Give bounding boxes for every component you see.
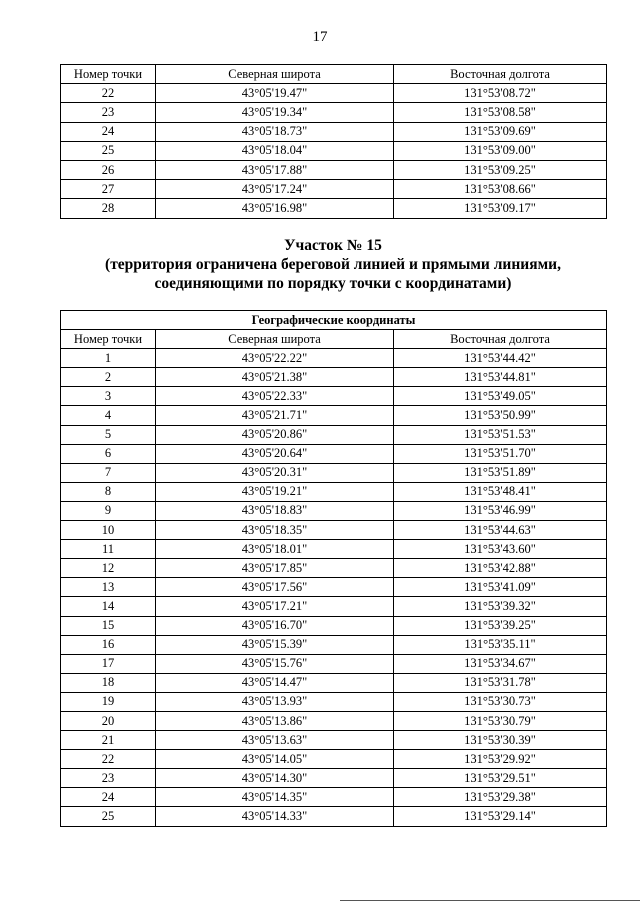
cell-point-number: 5	[61, 425, 156, 444]
cell-east-longitude: 131°53'51.53"	[394, 425, 607, 444]
header-north-latitude: Северная широта	[156, 65, 394, 84]
cell-east-longitude: 131°53'09.69"	[394, 122, 607, 141]
cell-point-number: 24	[61, 122, 156, 141]
table-row	[61, 141, 607, 160]
table-row	[61, 673, 607, 692]
table-row	[61, 368, 607, 387]
cell-north-latitude: 43°05'17.56"	[156, 578, 394, 597]
table-row	[61, 616, 607, 635]
cell-east-longitude: 131°53'39.25"	[394, 616, 607, 635]
cell-point-number: 23	[61, 769, 156, 788]
cell-north-latitude: 43°05'20.86"	[156, 425, 394, 444]
table-body	[61, 349, 607, 826]
cell-east-longitude: 131°53'41.09"	[394, 578, 607, 597]
cell-east-longitude: 131°53'49.05"	[394, 387, 607, 406]
table-header-row	[61, 330, 607, 349]
table-row	[61, 349, 607, 368]
table-header-row	[61, 65, 607, 84]
table-row	[61, 84, 607, 103]
cell-point-number: 11	[61, 540, 156, 559]
cell-east-longitude: 131°53'34.67"	[394, 654, 607, 673]
cell-north-latitude: 43°05'13.63"	[156, 731, 394, 750]
header-point-number: Номер точки	[61, 65, 156, 84]
cell-point-number: 16	[61, 635, 156, 654]
cell-east-longitude: 131°53'30.39"	[394, 731, 607, 750]
cell-point-number: 21	[61, 731, 156, 750]
cell-point-number: 22	[61, 750, 156, 769]
table-body	[61, 84, 607, 218]
table-row	[61, 387, 607, 406]
cell-north-latitude: 43°05'13.86"	[156, 711, 394, 730]
cell-point-number: 10	[61, 521, 156, 540]
cell-point-number: 25	[61, 141, 156, 160]
cell-east-longitude: 131°53'08.66"	[394, 180, 607, 199]
table-row	[61, 750, 607, 769]
cell-point-number: 12	[61, 559, 156, 578]
header-point-number: Номер точки	[61, 330, 156, 349]
cell-east-longitude: 131°53'39.32"	[394, 597, 607, 616]
table-row	[61, 406, 607, 425]
cell-east-longitude: 131°53'51.70"	[394, 444, 607, 463]
cell-east-longitude: 131°53'48.41"	[394, 482, 607, 501]
cell-point-number: 27	[61, 180, 156, 199]
cell-north-latitude: 43°05'18.83"	[156, 501, 394, 520]
cell-north-latitude: 43°05'19.34"	[156, 103, 394, 122]
cell-east-longitude: 131°53'35.11"	[394, 635, 607, 654]
cell-point-number: 9	[61, 501, 156, 520]
cell-east-longitude: 131°53'51.89"	[394, 463, 607, 482]
table-row	[61, 482, 607, 501]
cell-north-latitude: 43°05'18.01"	[156, 540, 394, 559]
group-header-geographic-coordinates: Географические координаты	[61, 311, 607, 330]
cell-north-latitude: 43°05'14.35"	[156, 788, 394, 807]
table-row	[61, 425, 607, 444]
table-row	[61, 501, 607, 520]
cell-east-longitude: 131°53'44.42"	[394, 349, 607, 368]
cell-north-latitude: 43°05'19.47"	[156, 84, 394, 103]
section-heading	[60, 236, 606, 293]
cell-north-latitude: 43°05'17.88"	[156, 160, 394, 179]
cell-north-latitude: 43°05'15.76"	[156, 654, 394, 673]
cell-north-latitude: 43°05'14.47"	[156, 673, 394, 692]
table-row	[61, 444, 607, 463]
header-east-longitude: Восточная долгота	[394, 330, 607, 349]
table-row	[61, 654, 607, 673]
cell-east-longitude: 131°53'50.99"	[394, 406, 607, 425]
cell-north-latitude: 43°05'21.71"	[156, 406, 394, 425]
cell-point-number: 1	[61, 349, 156, 368]
cell-north-latitude: 43°05'14.05"	[156, 750, 394, 769]
cell-east-longitude: 131°53'29.38"	[394, 788, 607, 807]
cell-east-longitude: 131°53'42.88"	[394, 559, 607, 578]
table-row	[61, 578, 607, 597]
cell-east-longitude: 131°53'09.25"	[394, 160, 607, 179]
cell-east-longitude: 131°53'44.63"	[394, 521, 607, 540]
cell-north-latitude: 43°05'16.70"	[156, 616, 394, 635]
cell-east-longitude: 131°53'08.58"	[394, 103, 607, 122]
page-number: 17	[312, 29, 328, 45]
cell-north-latitude: 43°05'18.35"	[156, 521, 394, 540]
table-row	[61, 635, 607, 654]
cell-east-longitude: 131°53'44.81"	[394, 368, 607, 387]
cell-point-number: 23	[61, 103, 156, 122]
coordinates-table-continued	[60, 64, 607, 219]
table-row	[61, 711, 607, 730]
cell-point-number: 19	[61, 692, 156, 711]
cell-east-longitude: 131°53'30.79"	[394, 711, 607, 730]
cell-east-longitude: 131°53'29.14"	[394, 807, 607, 826]
table-row	[61, 559, 607, 578]
cell-point-number: 8	[61, 482, 156, 501]
cell-east-longitude: 131°53'09.00"	[394, 141, 607, 160]
cell-point-number: 13	[61, 578, 156, 597]
cell-north-latitude: 43°05'14.30"	[156, 769, 394, 788]
cell-east-longitude: 131°53'43.60"	[394, 540, 607, 559]
cell-point-number: 14	[61, 597, 156, 616]
table-row	[61, 540, 607, 559]
cell-point-number: 7	[61, 463, 156, 482]
table-row	[61, 463, 607, 482]
cell-east-longitude: 131°53'30.73"	[394, 692, 607, 711]
table-group-header-row	[61, 311, 607, 330]
cell-point-number: 17	[61, 654, 156, 673]
cell-north-latitude: 43°05'20.64"	[156, 444, 394, 463]
cell-point-number: 4	[61, 406, 156, 425]
cell-north-latitude: 43°05'22.22"	[156, 349, 394, 368]
cell-north-latitude: 43°05'15.39"	[156, 635, 394, 654]
cell-north-latitude: 43°05'17.21"	[156, 597, 394, 616]
cell-east-longitude: 131°53'09.17"	[394, 199, 607, 218]
page-bottom-rule	[340, 900, 640, 901]
table-row	[61, 199, 607, 218]
cell-east-longitude: 131°53'29.92"	[394, 750, 607, 769]
cell-point-number: 22	[61, 84, 156, 103]
table-row	[61, 122, 607, 141]
cell-north-latitude: 43°05'18.04"	[156, 141, 394, 160]
cell-point-number: 28	[61, 199, 156, 218]
cell-point-number: 6	[61, 444, 156, 463]
table-row	[61, 807, 607, 826]
cell-point-number: 26	[61, 160, 156, 179]
cell-point-number: 2	[61, 368, 156, 387]
cell-north-latitude: 43°05'17.24"	[156, 180, 394, 199]
cell-point-number: 24	[61, 788, 156, 807]
table-row	[61, 692, 607, 711]
cell-north-latitude: 43°05'18.73"	[156, 122, 394, 141]
cell-north-latitude: 43°05'16.98"	[156, 199, 394, 218]
cell-north-latitude: 43°05'22.33"	[156, 387, 394, 406]
cell-east-longitude: 131°53'29.51"	[394, 769, 607, 788]
cell-point-number: 25	[61, 807, 156, 826]
table-row	[61, 788, 607, 807]
cell-north-latitude: 43°05'14.33"	[156, 807, 394, 826]
table-row	[61, 160, 607, 179]
cell-north-latitude: 43°05'20.31"	[156, 463, 394, 482]
section-subtitle-line-2: соединяющими по порядку точки с координатами)	[154, 275, 512, 292]
table-row	[61, 521, 607, 540]
cell-point-number: 15	[61, 616, 156, 635]
cell-north-latitude: 43°05'19.21"	[156, 482, 394, 501]
table-row	[61, 731, 607, 750]
cell-north-latitude: 43°05'17.85"	[156, 559, 394, 578]
table-row	[61, 769, 607, 788]
cell-point-number: 3	[61, 387, 156, 406]
table-row	[61, 103, 607, 122]
section-title: Участок № 15	[284, 237, 382, 254]
coordinates-table-plot-15	[60, 310, 607, 827]
cell-point-number: 18	[61, 673, 156, 692]
cell-north-latitude: 43°05'13.93"	[156, 692, 394, 711]
cell-east-longitude: 131°53'46.99"	[394, 501, 607, 520]
cell-north-latitude: 43°05'21.38"	[156, 368, 394, 387]
header-east-longitude: Восточная долгота	[394, 65, 607, 84]
cell-point-number: 20	[61, 711, 156, 730]
table-row	[61, 597, 607, 616]
header-north-latitude: Северная широта	[156, 330, 394, 349]
section-subtitle-line-1: (территория ограничена береговой линией и прямыми линиями,	[105, 256, 561, 273]
cell-east-longitude: 131°53'31.78"	[394, 673, 607, 692]
cell-east-longitude: 131°53'08.72"	[394, 84, 607, 103]
table-row	[61, 180, 607, 199]
